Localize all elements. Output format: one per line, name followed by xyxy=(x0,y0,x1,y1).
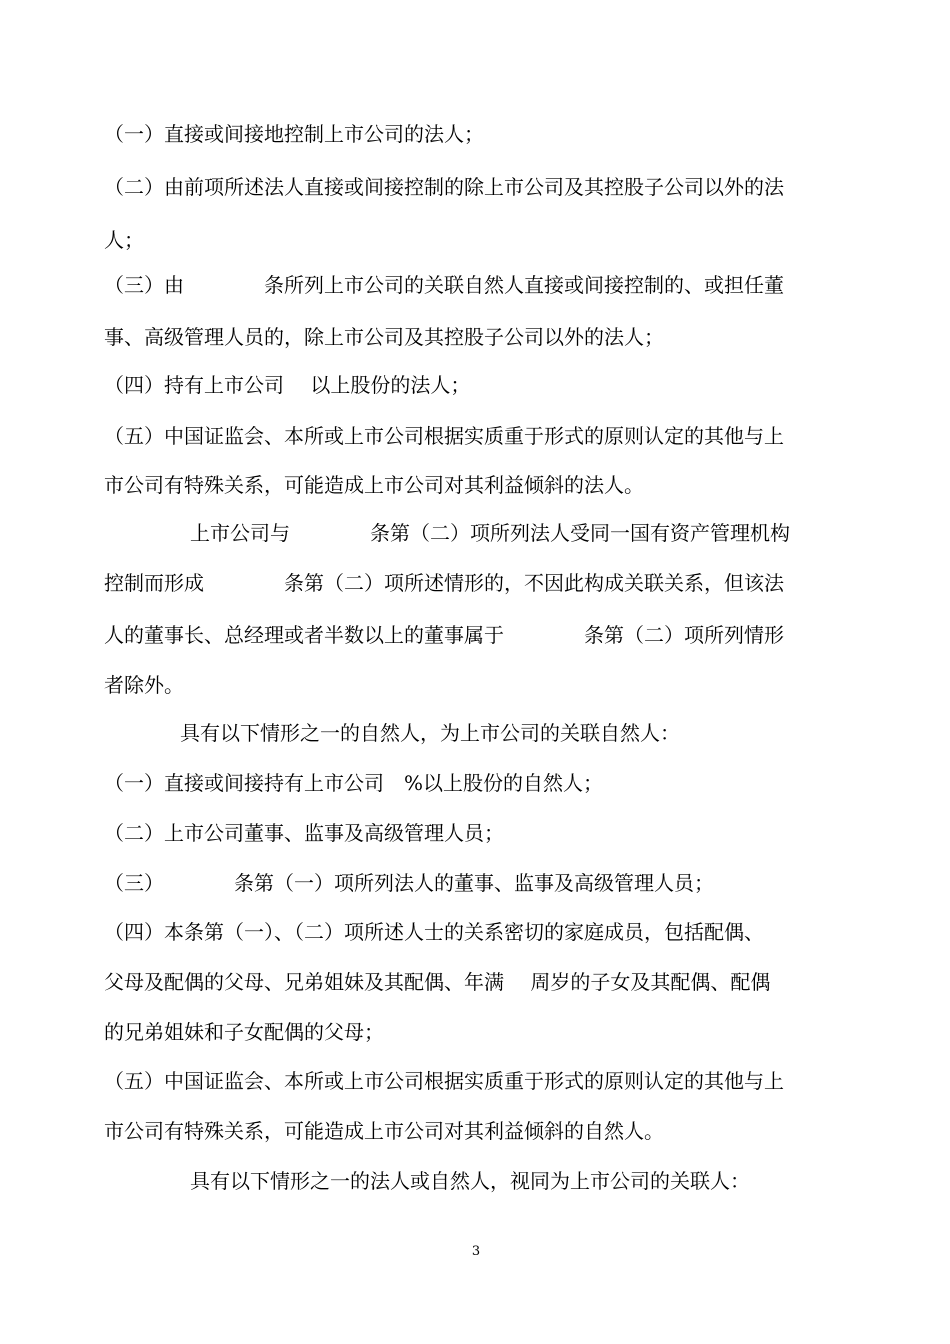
body-line: （五）中国证监会、本所或上市公司根据实质重于形式的原则认定的其他与上 xyxy=(104,424,784,448)
body-line: （二）上市公司董事、监事及高级管理人员； xyxy=(104,821,504,845)
body-line: （一）直接或间接持有上市公司 %以上股份的自然人； xyxy=(104,771,604,795)
body-line: 具有以下情形之一的法人或自然人，视同为上市公司的关联人： xyxy=(190,1169,750,1193)
body-line: （三） 条第（一）项所列法人的董事、监事及高级管理人员； xyxy=(104,871,714,895)
body-line: 人； xyxy=(104,228,144,252)
body-line: （一）直接或间接地控制上市公司的法人； xyxy=(104,122,484,146)
body-line: （三）由 条所列上市公司的关联自然人直接或间接控制的、或担任董 xyxy=(104,273,784,297)
body-line: （四）本条第（一）、（二）项所述人士的关系密切的家庭成员，包括配偶、 xyxy=(104,920,764,944)
body-line: 市公司有特殊关系，可能造成上市公司对其利益倾斜的自然人。 xyxy=(104,1119,664,1143)
body-line: （五）中国证监会、本所或上市公司根据实质重于形式的原则认定的其他与上 xyxy=(104,1069,784,1093)
body-line: 者除外。 xyxy=(104,673,184,697)
body-line: （四）持有上市公司 以上股份的法人； xyxy=(104,373,471,397)
body-line: 事、高级管理人员的，除上市公司及其控股子公司以外的法人； xyxy=(104,325,664,349)
body-line: 具有以下情形之一的自然人，为上市公司的关联自然人： xyxy=(180,721,680,745)
body-line: 父母及配偶的父母、兄弟姐妹及其配偶、年满 周岁的子女及其配偶、配偶 xyxy=(104,970,771,994)
body-line: 人的董事长、总经理或者半数以上的董事属于 条第（二）项所列情形 xyxy=(104,623,784,647)
body-line: 的兄弟姐妹和子女配偶的父母； xyxy=(104,1020,384,1044)
body-line: 市公司有特殊关系，可能造成上市公司对其利益倾斜的法人。 xyxy=(104,473,644,497)
body-line: （二）由前项所述法人直接或间接控制的除上市公司及其控股子公司以外的法 xyxy=(104,175,784,199)
body-line: 控制而形成 条第（二）项所述情形的，不因此构成关联关系，但该法 xyxy=(104,571,784,595)
body-line: 上市公司与 条第（二）项所列法人受同一国有资产管理机构 xyxy=(190,521,790,545)
page-number: 3 xyxy=(471,1244,481,1259)
